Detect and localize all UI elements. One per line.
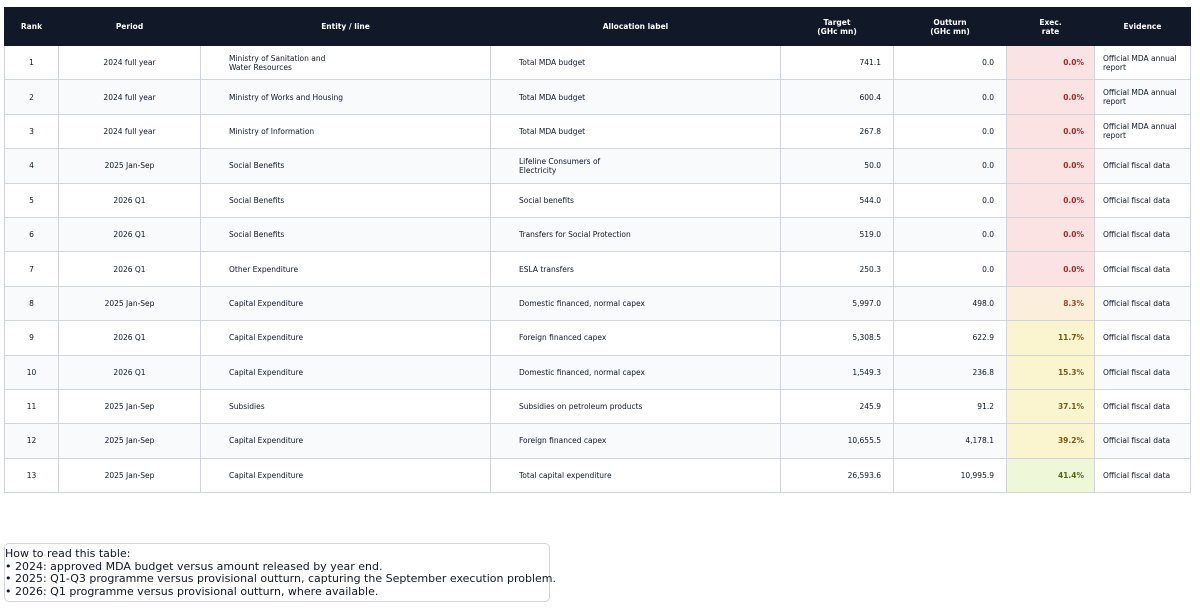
header-outturn: Outturn (GHc mn)	[894, 8, 1007, 46]
note-line: • 2025: Q1-Q3 programme versus provisional outturn, capturing the September execution problem.	[5, 572, 557, 586]
outturn-cell: 498.0	[894, 286, 1007, 320]
header-allocation: Allocation label	[491, 8, 781, 46]
table-row	[5, 80, 1191, 114]
table-row	[5, 286, 1191, 320]
allocation-cell: Total MDA budget	[491, 46, 781, 80]
period-cell: 2024 full year	[59, 80, 201, 114]
period-cell: 2025 Jan-Sep	[59, 286, 201, 320]
outturn-cell: 10,995.9	[894, 458, 1007, 492]
entity-cell: Subsidies	[201, 389, 491, 423]
period-cell: 2026 Q1	[59, 252, 201, 286]
allocation-cell: Total MDA budget	[491, 114, 781, 148]
header-target: Target (GHc mn)	[781, 8, 894, 46]
outturn-cell: 0.0	[894, 114, 1007, 148]
entity-cell: Capital Expenditure	[201, 355, 491, 389]
exec-rate-cell: 8.3%	[1007, 286, 1095, 320]
evidence-cell: Official fiscal data	[1095, 321, 1191, 355]
period-cell: 2025 Jan-Sep	[59, 458, 201, 492]
table-row	[5, 252, 1191, 286]
period-cell: 2025 Jan-Sep	[59, 389, 201, 423]
allocation-cell: Foreign financed capex	[491, 424, 781, 458]
rank-cell: 1	[5, 46, 59, 80]
outturn-cell: 236.8	[894, 355, 1007, 389]
period-cell: 2026 Q1	[59, 321, 201, 355]
outturn-cell: 0.0	[894, 80, 1007, 114]
exec-rate-cell: 39.2%	[1007, 424, 1095, 458]
table-row	[5, 217, 1191, 251]
entity-cell: Social Benefits	[201, 183, 491, 217]
target-cell: 519.0	[781, 217, 894, 251]
table-row	[5, 355, 1191, 389]
exec-rate-cell: 0.0%	[1007, 149, 1095, 183]
note-line: • 2026: Q1 programme versus provisional outturn, where available.	[5, 584, 379, 598]
header-period: Period	[59, 8, 201, 46]
exec-rate-cell: 0.0%	[1007, 183, 1095, 217]
exec-rate-cell: 0.0%	[1007, 217, 1095, 251]
allocation-cell: Total MDA budget	[491, 80, 781, 114]
evidence-cell: Official fiscal data	[1095, 286, 1191, 320]
evidence-cell: Official fiscal data	[1095, 424, 1191, 458]
evidence-cell: Official fiscal data	[1095, 252, 1191, 286]
header-exec-rate: Exec. rate	[1007, 8, 1095, 46]
entity-cell: Capital Expenditure	[201, 286, 491, 320]
exec-rate-cell: 0.0%	[1007, 114, 1095, 148]
outturn-cell: 0.0	[894, 149, 1007, 183]
entity-cell: Ministry of Sanitation and Water Resources	[201, 46, 491, 80]
header-entity: Entity / line	[201, 8, 491, 46]
entity-cell: Capital Expenditure	[201, 458, 491, 492]
rank-cell: 2	[5, 80, 59, 114]
allocation-cell: Total capital expenditure	[491, 458, 781, 492]
target-cell: 26,593.6	[781, 458, 894, 492]
rank-cell: 13	[5, 458, 59, 492]
evidence-cell: Official fiscal data	[1095, 149, 1191, 183]
rank-cell: 6	[5, 217, 59, 251]
period-cell: 2026 Q1	[59, 183, 201, 217]
period-cell: 2024 full year	[59, 46, 201, 80]
table-row	[5, 389, 1191, 423]
table-row	[5, 321, 1191, 355]
outturn-cell: 0.0	[894, 252, 1007, 286]
table-row	[5, 183, 1191, 217]
entity-cell: Social Benefits	[201, 217, 491, 251]
target-cell: 5,308.5	[781, 321, 894, 355]
rank-cell: 12	[5, 424, 59, 458]
allocation-cell: Transfers for Social Protection	[491, 217, 781, 251]
entity-cell: Capital Expenditure	[201, 321, 491, 355]
entity-cell: Ministry of Information	[201, 114, 491, 148]
allocation-cell: Lifeline Consumers of Electricity	[491, 149, 781, 183]
target-cell: 245.9	[781, 389, 894, 423]
target-cell: 10,655.5	[781, 424, 894, 458]
period-cell: 2026 Q1	[59, 355, 201, 389]
table-row	[5, 46, 1191, 80]
evidence-cell: Official MDA annual report	[1095, 114, 1191, 148]
rank-cell: 9	[5, 321, 59, 355]
target-cell: 544.0	[781, 183, 894, 217]
rank-cell: 3	[5, 114, 59, 148]
header-evidence: Evidence	[1095, 8, 1191, 46]
evidence-cell: Official fiscal data	[1095, 458, 1191, 492]
rank-cell: 8	[5, 286, 59, 320]
allocation-cell: Domestic financed, normal capex	[491, 355, 781, 389]
table-row	[5, 424, 1191, 458]
table-row	[5, 149, 1191, 183]
exec-rate-cell: 41.4%	[1007, 458, 1095, 492]
note-line: • 2024: approved MDA budget versus amount released by year end.	[5, 559, 383, 573]
period-cell: 2025 Jan-Sep	[59, 149, 201, 183]
outturn-cell: 622.9	[894, 321, 1007, 355]
target-cell: 250.3	[781, 252, 894, 286]
allocation-cell: Social benefits	[491, 183, 781, 217]
evidence-cell: Official MDA annual report	[1095, 46, 1191, 80]
exec-rate-cell: 15.3%	[1007, 355, 1095, 389]
outturn-cell: 4,178.1	[894, 424, 1007, 458]
allocation-cell: Foreign financed capex	[491, 321, 781, 355]
reading-note	[4, 543, 557, 602]
evidence-cell: Official MDA annual report	[1095, 80, 1191, 114]
target-cell: 600.4	[781, 80, 894, 114]
outturn-cell: 0.0	[894, 217, 1007, 251]
outturn-cell: 91.2	[894, 389, 1007, 423]
table-body	[5, 46, 1191, 493]
rank-cell: 10	[5, 355, 59, 389]
outturn-cell: 0.0	[894, 46, 1007, 80]
target-cell: 50.0	[781, 149, 894, 183]
header-rank: Rank	[5, 8, 59, 46]
period-cell: 2025 Jan-Sep	[59, 424, 201, 458]
execution-table	[4, 7, 1191, 493]
entity-cell: Ministry of Works and Housing	[201, 80, 491, 114]
target-cell: 5,997.0	[781, 286, 894, 320]
allocation-cell: Domestic financed, normal capex	[491, 286, 781, 320]
rank-cell: 5	[5, 183, 59, 217]
allocation-cell: Subsidies on petroleum products	[491, 389, 781, 423]
table-row	[5, 458, 1191, 492]
note-line: How to read this table:	[5, 547, 131, 560]
exec-rate-cell: 37.1%	[1007, 389, 1095, 423]
target-cell: 1,549.3	[781, 355, 894, 389]
period-cell: 2026 Q1	[59, 217, 201, 251]
exec-rate-cell: 0.0%	[1007, 252, 1095, 286]
rank-cell: 11	[5, 389, 59, 423]
header-row	[5, 8, 1191, 46]
exec-rate-cell: 0.0%	[1007, 80, 1095, 114]
rank-cell: 7	[5, 252, 59, 286]
entity-cell: Other Expenditure	[201, 252, 491, 286]
exec-rate-cell: 0.0%	[1007, 46, 1095, 80]
table-row	[5, 114, 1191, 148]
evidence-cell: Official fiscal data	[1095, 217, 1191, 251]
period-cell: 2024 full year	[59, 114, 201, 148]
entity-cell: Capital Expenditure	[201, 424, 491, 458]
outturn-cell: 0.0	[894, 183, 1007, 217]
entity-cell: Social Benefits	[201, 149, 491, 183]
target-cell: 741.1	[781, 46, 894, 80]
target-cell: 267.8	[781, 114, 894, 148]
exec-rate-cell: 11.7%	[1007, 321, 1095, 355]
evidence-cell: Official fiscal data	[1095, 355, 1191, 389]
evidence-cell: Official fiscal data	[1095, 389, 1191, 423]
allocation-cell: ESLA transfers	[491, 252, 781, 286]
evidence-cell: Official fiscal data	[1095, 183, 1191, 217]
rank-cell: 4	[5, 149, 59, 183]
